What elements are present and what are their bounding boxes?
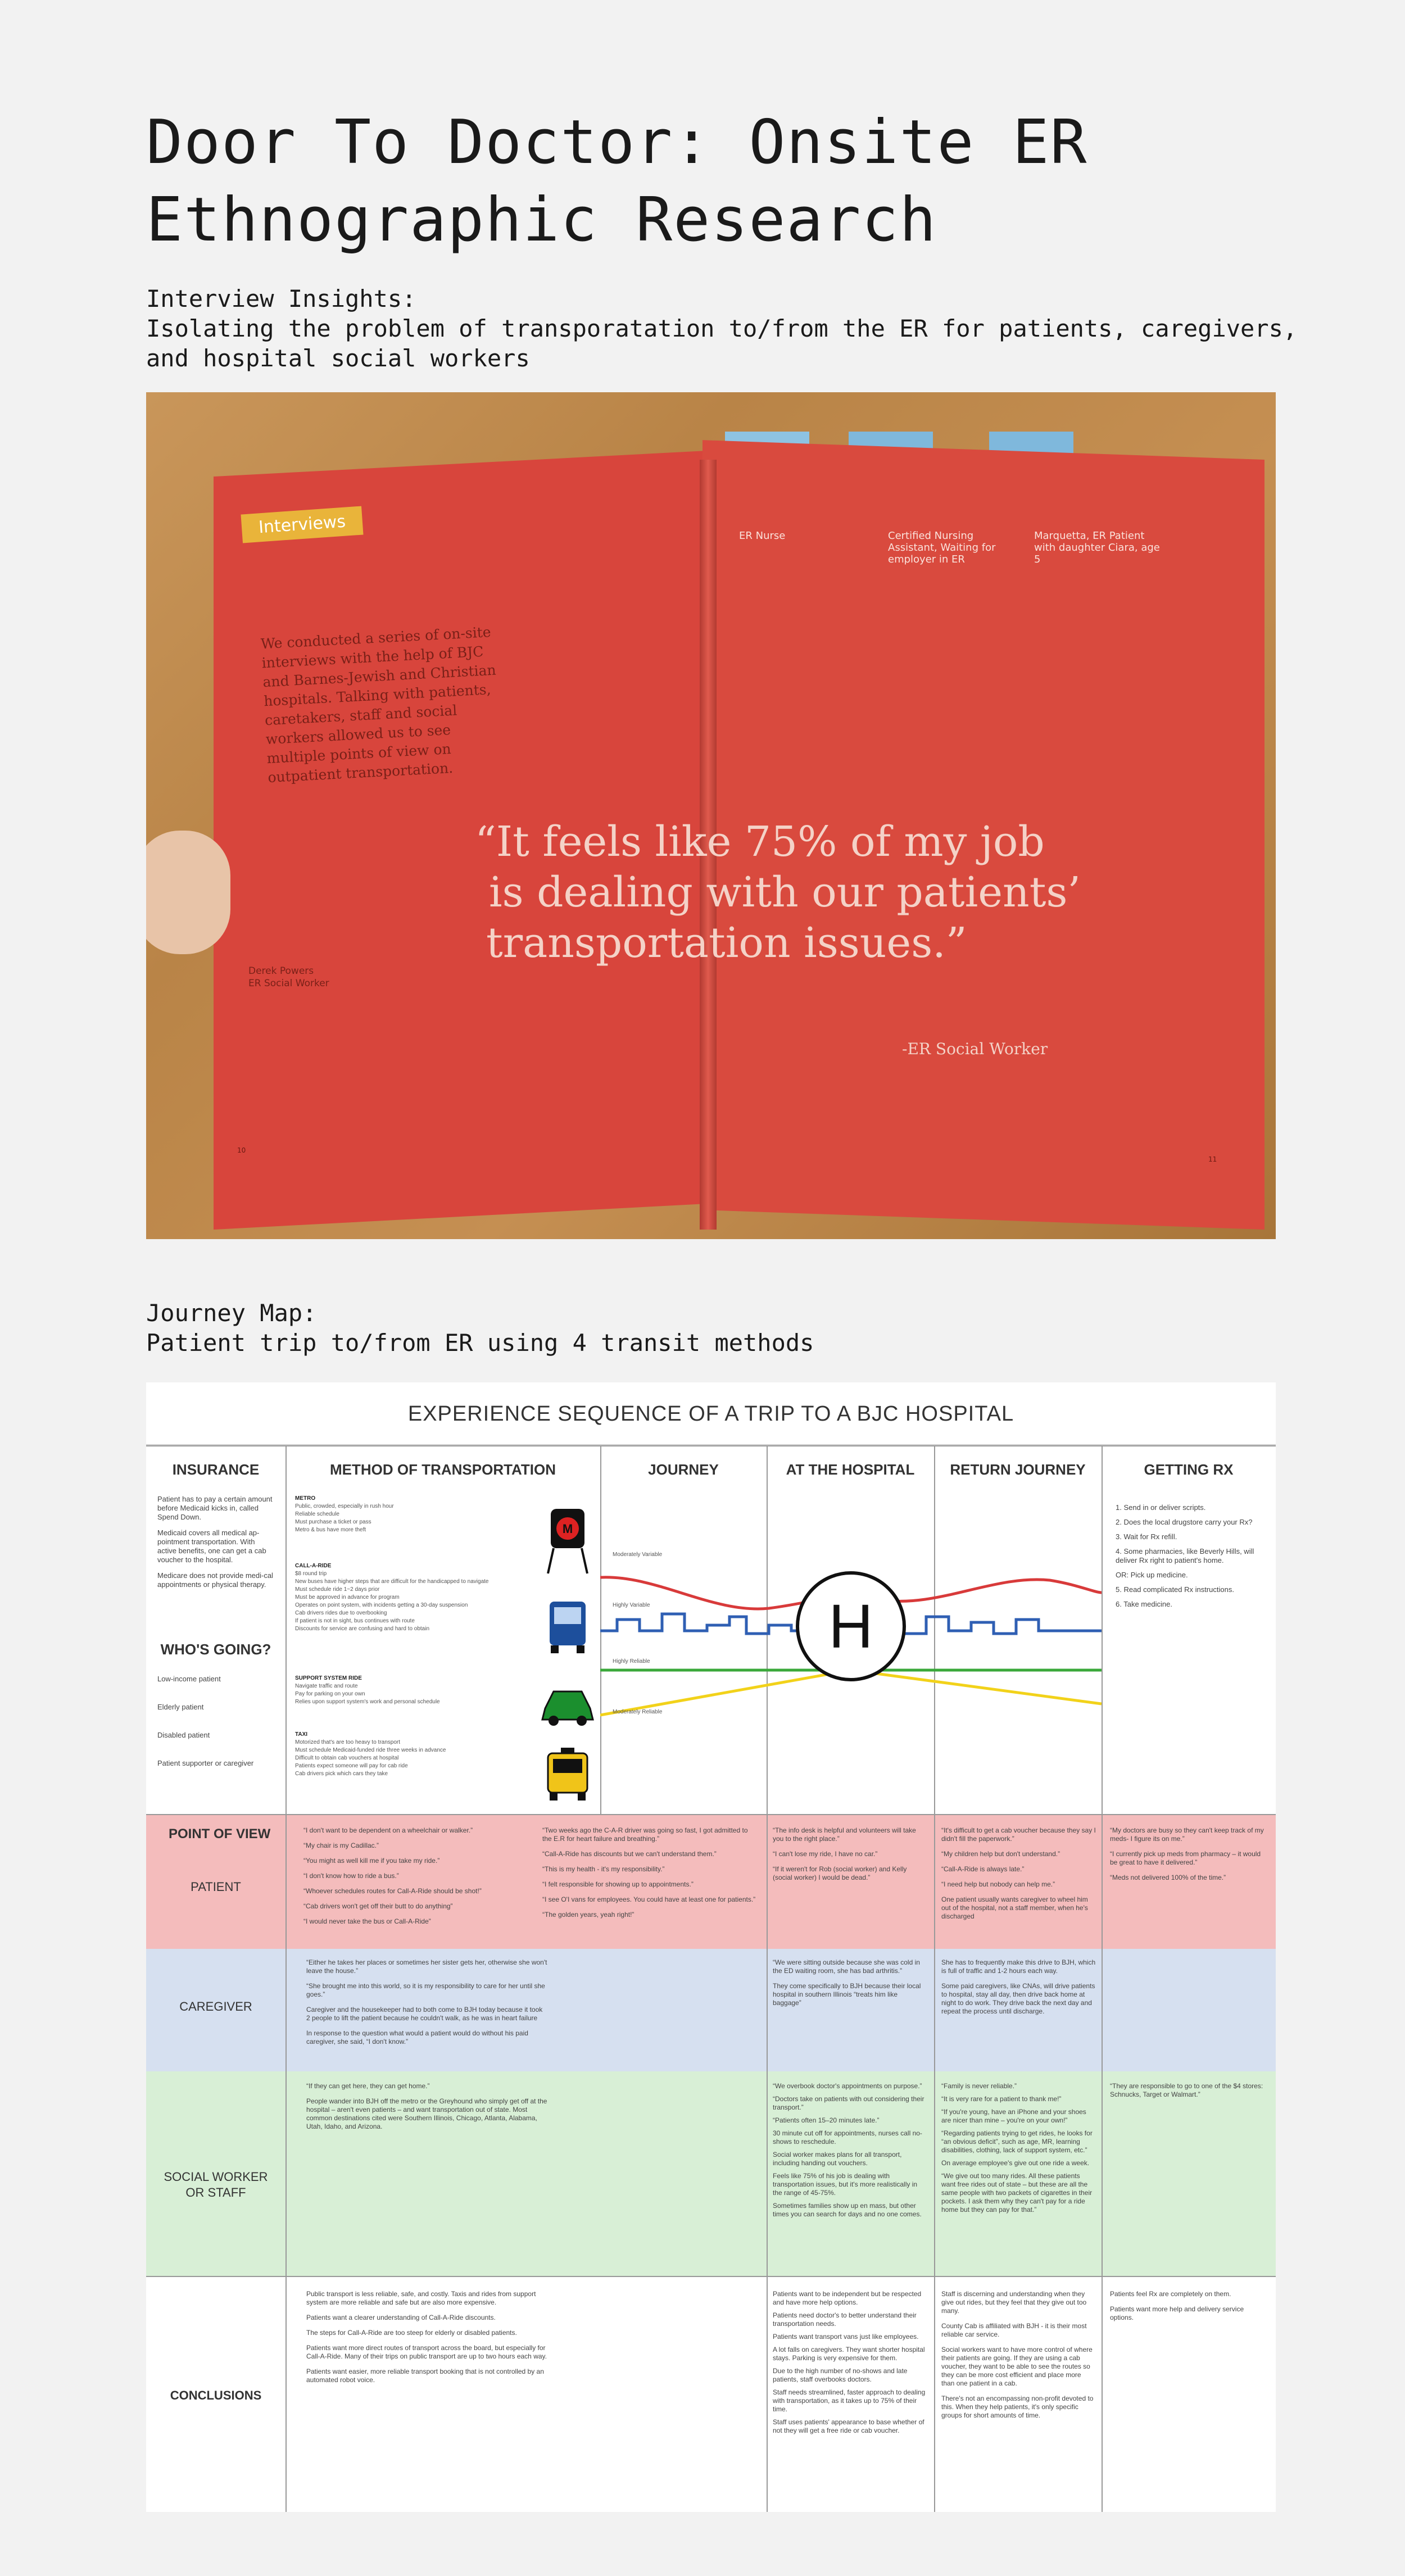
method-line: Relies upon support system's work and personal schedule: [295, 1699, 440, 1705]
conclusions-rx: [1110, 2290, 1267, 2329]
left-name: Derek Powers: [248, 965, 314, 977]
row-label-patient: PATIENT: [191, 1880, 241, 1894]
quote-line-2: is dealing with our patients’: [489, 868, 1081, 917]
method-line: Operates on point system, with incidents getting a 30-day suspension: [295, 1602, 468, 1608]
quote: “My doctors are busy so they can't keep track of my meds- I figure its on me.”: [1110, 1826, 1264, 1843]
bus-icon: [550, 1602, 586, 1653]
conclusion: Staff is discerning and understanding when they give out rides, but they feel that they give out too many.: [941, 2290, 1087, 2315]
rule: [146, 2276, 1276, 2277]
caregiver-return-quotes: [941, 1958, 1096, 2022]
method-line: Must schedule ride 1~2 days prior: [295, 1586, 380, 1593]
quote-line-1: “It feels like 75% of my job: [475, 818, 1045, 866]
quote: “We were sitting outside because she was cold in the ED waiting room, she has bad arthritis.”: [773, 1958, 920, 1975]
method-line: Difficult to obtain cab vouchers at hospital: [295, 1755, 399, 1761]
conclusions-return: [941, 2290, 1096, 2427]
method-support-ride: [295, 1675, 542, 1706]
quote: “Doctors take on patients with out considering their transport.”: [773, 2095, 924, 2111]
social-rx-quotes: [1110, 2082, 1267, 2106]
social-hospital-quotes: [773, 2082, 927, 2225]
method-line: $8 round trip: [295, 1571, 327, 1577]
conclusion: Patients want more help and delivery service options.: [1110, 2305, 1244, 2321]
journey-label: Moderately Reliable: [613, 1709, 663, 1715]
patient-method-quotes: [303, 1826, 523, 1933]
transit-icons: [540, 1506, 596, 1809]
row-label-caregiver: CAREGIVER: [179, 1999, 252, 2013]
quote: She has to frequently make this drive to BJH, which is full of traffic and 1-2 hours each way.: [941, 1958, 1096, 1975]
insurance-note: Medicare does not provide medi-cal appointments or physical therapy.: [157, 1571, 273, 1589]
quote: One patient usually wants caregiver to wheel him out of the hospital, not a staff member, when he's discharged: [941, 1895, 1088, 1920]
conclusion: Due to the high number of no-shows and late patients, staff overbooks doctors.: [773, 2367, 908, 2383]
quote: Some paid caregivers, like CNAs, will drive patients to hospital, stay all day, then drive back home at night to do work. They drive back the next day and repeat the process until discharge.: [941, 1982, 1095, 2015]
subtitle-line-1: Interview Insights:: [146, 285, 416, 312]
method-taxi: [295, 1731, 542, 1778]
quote: “Meds not delivered 100% of the time.”: [1110, 1874, 1226, 1881]
hand: [146, 831, 230, 954]
journey-label: Moderately Variable: [613, 1552, 663, 1558]
whos-going-heading: WHO'S GOING?: [160, 1641, 271, 1658]
quote: “I felt responsible for showing up to appointments.”: [542, 1880, 694, 1888]
conclusion: Staff needs streamlined, faster approach to dealing with transportation, as it takes up to 75% of their time.: [773, 2388, 926, 2413]
patient-hospital-quotes: [773, 1826, 927, 1889]
whos-going-list: [157, 1675, 275, 1775]
col-head-cna: Certified Nursing Assistant, Waiting for employer in ER: [888, 530, 996, 565]
method-name: TAXI: [295, 1731, 308, 1738]
method-line: New buses have higher steps that are difficult for the handicapped to navigate: [295, 1579, 489, 1585]
divider: [285, 1445, 287, 2512]
social-return-quotes: [941, 2082, 1096, 2221]
quote: “It's difficult to get a cab voucher because they say I didn't fill the paperwork.”: [941, 1826, 1096, 1843]
quote: “I need help but nobody can help me.”: [941, 1880, 1055, 1888]
booklet-photo: [146, 392, 1276, 1239]
svg-text:M: M: [562, 1522, 573, 1536]
conclusion: Patients feel Rx are completely on them.: [1110, 2290, 1231, 2298]
patient-rx-quotes: [1110, 1826, 1267, 1889]
quote: “Two weeks ago the C-A-R driver was going so fast, I got admitted to the E.R for heart failure and breathing.”: [542, 1826, 748, 1843]
quote: “I can't lose my ride, I have no car.”: [773, 1850, 878, 1858]
col-head-er-nurse: ER Nurse: [739, 530, 786, 542]
quote: “I don't know how to ride a bus.”: [303, 1872, 399, 1880]
left-role: ER Social Worker: [248, 978, 329, 989]
quote: “Either he takes her places or sometimes her sister gets her, otherwise she won't leave the house.”: [306, 1958, 547, 1975]
quote: Sometimes families show up en mass, but other times you can search for days and no one comes.: [773, 2202, 922, 2218]
row-label-line: SOCIAL WORKER: [164, 2170, 268, 2184]
quote: “Patients often 15–20 minutes late.”: [773, 2116, 880, 2124]
car-icon: [542, 1691, 593, 1726]
col-journey: JOURNEY: [648, 1461, 719, 1478]
method-line: Must schedule Medicaid-funded ride three weeks in advance: [295, 1747, 446, 1753]
quote: “You might as well kill me if you take my ride.”: [303, 1857, 440, 1865]
rx-step: 4. Some pharmacies, like Beverly Hills, will deliver Rx right to patient's home.: [1116, 1547, 1254, 1564]
quote: “We overbook doctor's appointments on purpose.”: [773, 2082, 922, 2090]
who-item: Elderly patient: [157, 1703, 204, 1711]
journey-map: [146, 1382, 1276, 2512]
method-line: Navigate traffic and route: [295, 1683, 358, 1689]
patient-method-quotes-2: [542, 1826, 759, 1926]
rx-step: 6. Take medicine.: [1116, 1600, 1172, 1608]
subtitle: [146, 284, 1298, 373]
conclusion: Public transport is less reliable, safe, and costly. Taxis and rides from support system are more reliable and safe but are also more expensive.: [306, 2290, 536, 2306]
conclusion: Patients want easier, more reliable transport booking that is not controlled by an automated robot voice.: [306, 2368, 544, 2384]
method-line: Discounts for service are confusing and hard to obtain: [295, 1626, 430, 1632]
who-item: Disabled patient: [157, 1731, 210, 1739]
taxi-icon: [548, 1748, 587, 1801]
row-label-social-worker: [146, 2169, 285, 2201]
page-number-right: 11: [1208, 1155, 1217, 1163]
patient-return-quotes: [941, 1826, 1096, 1928]
insurance-note: Medicaid covers all medical ap-pointment transportation. With active benefits, one can get a cab voucher to the hospital.: [157, 1529, 266, 1564]
rx-step: 1. Send in or deliver scripts.: [1116, 1503, 1206, 1512]
quote: “The info desk is helpful and volunteers will take you to the right place.”: [773, 1826, 916, 1843]
quote: Social worker makes plans for all transport, including handing out vouchers.: [773, 2151, 902, 2167]
method-line: Cab drivers pick which cars they take: [295, 1771, 388, 1777]
intro-text: We conducted a series of on-site interviews with the help of BJC and Barnes-Jewish and Christian hospitals. Talking with patients, caretakers, staff and social workers allowed us to see multiple points of view on outpatient transportation.: [260, 623, 497, 786]
method-line: Motorized that's are too heavy to transport: [295, 1739, 401, 1745]
quote: “If they can get here, they can get home.”: [306, 2082, 430, 2090]
conclusion: Patients want a clearer understanding of Call-A-Ride discounts.: [306, 2314, 496, 2321]
method-line: If patient is not in sight, bus continues with route: [295, 1618, 415, 1624]
conclusion: Patients want to be independent but be respected and have more help options.: [773, 2290, 922, 2306]
method-name: CALL-A-RIDE: [295, 1563, 332, 1569]
quote: In response to the question what would a patient would do without his paid caregiver, she said, “I don't know.”: [306, 2029, 528, 2046]
journey-line-2: Patient trip to/from ER using 4 transit methods: [146, 1329, 814, 1357]
rx-steps: [1116, 1503, 1262, 1616]
conclusions-method: [306, 2290, 548, 2391]
quote-attribution: -ER Social Worker: [902, 1040, 1048, 1058]
social-method-quotes: [306, 2082, 548, 2138]
method-call-a-ride: [295, 1562, 542, 1633]
conclusion: County Cab is affiliated with BJH - it is their most reliable car service.: [941, 2322, 1087, 2338]
journey-line-1: Journey Map:: [146, 1299, 317, 1327]
quote: They come specifically to BJH because their local hospital in southern Illinois “treats him like baggage”: [773, 1982, 921, 2007]
subtitle-line-3: and hospital social workers: [146, 344, 530, 372]
rule: [146, 1445, 1276, 1446]
quote: “They are responsible to go to one of the $4 stores: Schnucks, Target or Walmart.”: [1110, 2082, 1263, 2098]
quote: 30 minute cut off for appointments, nurses call no-shows to reschedule.: [773, 2129, 922, 2146]
conclusion: Patients want more direct routes of transport across the board, but especially for Call-A-Ride. Many of their trips on public transport are up to two hours each way.: [306, 2344, 547, 2360]
conclusion: Patients need doctor's to better understand their transportation needs.: [773, 2311, 917, 2328]
title-line-1: Door To Doctor: Onsite ER: [146, 107, 1088, 178]
method-line: Patients expect someone will pay for cab ride: [295, 1763, 408, 1769]
quote: “I don't want to be dependent on a wheelchair or walker.”: [303, 1826, 473, 1834]
conclusion: There's not an encompassing non-profit devoted to this. When they help patients, it's only specific groups for short amounts of time.: [941, 2394, 1094, 2419]
insurance-note: Patient has to pay a certain amount before Medicaid kicks in, called Spend Down.: [157, 1495, 273, 1521]
quote: “Call-A-Ride is always late.”: [941, 1865, 1025, 1873]
quote: “This is my health - it's my responsibility.”: [542, 1865, 665, 1873]
quote: Caregiver and the housekeeper had to both come to BJH today because it took 2 people to lift the patient because he couldn't walk, as he was in heart failure: [306, 2006, 543, 2022]
rx-step: OR: Pick up medicine.: [1116, 1571, 1188, 1579]
conclusion: Staff uses patients' appearance to base whether of not they will get a free ride or cab voucher.: [773, 2418, 924, 2434]
insurance-notes: [157, 1495, 275, 1596]
quote: “The golden years, yeah right!”: [542, 1911, 634, 1919]
rx-step: 2. Does the local drugstore carry your Rx?: [1116, 1518, 1253, 1526]
quote: “Regarding patients trying to get rides, he looks for “an obvious deficit”, such as age, MR, learning disabilities, clothing, lack of support system, etc.”: [941, 2129, 1093, 2154]
caregiver-hospital-quotes: [773, 1958, 927, 2014]
quote: “I currently pick up meds from pharmacy – it would be great to have it delivered.”: [1110, 1850, 1261, 1866]
quote: On average employee's give out one ride a week.: [941, 2159, 1090, 2167]
metro-icon: [548, 1509, 587, 1573]
method-name: SUPPORT SYSTEM RIDE: [295, 1675, 362, 1681]
method-line: Reliable schedule: [295, 1511, 339, 1517]
quote: “Cab drivers won't get off their butt to do anything”: [303, 1902, 453, 1910]
conclusion: Patients want transport vans just like employees.: [773, 2333, 919, 2341]
who-item: Patient supporter or caregiver: [157, 1759, 254, 1767]
col-method: METHOD OF TRANSPORTATION: [329, 1461, 556, 1478]
conclusions-hospital: [773, 2290, 927, 2442]
pov-heading: POINT OF VIEW: [169, 1826, 271, 1842]
conclusion: Social workers want to have more control of where their patients are going. If they are using a cab voucher, they want to be able to see the routes so they can be more cost efficient and place more than one patient in a cab.: [941, 2346, 1093, 2387]
map-header: EXPERIENCE SEQUENCE OF A TRIP TO A BJC HOSPITAL: [146, 1382, 1276, 1445]
conclusion: A lot falls on caregivers. They want shorter hospital stays. Parking is very expensive for them.: [773, 2346, 925, 2362]
quote: People wander into BJH off the metro or the Greyhound who simply get off at the hospital – aren't even patients – and want transportation out of state. Most common destinations cited were Southern Illinois, Chicago, Atlanta, Alabama, Utah, Idaho, and Arizona.: [306, 2097, 547, 2130]
method-metro: [295, 1495, 542, 1534]
quote-line-3: transportation issues.”: [486, 919, 967, 967]
col-head-marquetta: Marquetta, ER Patient with daughter Ciara, age 5: [1034, 530, 1160, 565]
quote: “I see O'I vans for employees. You could have at least one for patients.”: [542, 1895, 756, 1903]
quote: “Family is never reliable.”: [941, 2082, 1017, 2090]
rule: [146, 1814, 1276, 1815]
quote: “If it weren't for Rob (social worker) and Kelly (social worker) I would be dead.”: [773, 1865, 907, 1881]
quote: “My children help but don't understand.”: [941, 1850, 1060, 1858]
who-item: Low-income patient: [157, 1675, 221, 1683]
quote: Feels like 75% of his job is dealing with transportation issues, but it's more realistically in the range of 45-75%.: [773, 2172, 918, 2197]
journey-map-title: [146, 1298, 814, 1358]
method-line: Must purchase a ticket or pass: [295, 1519, 371, 1525]
quote: “She brought me into this world, so it is my responsibility to care for her until she goes.”: [306, 1982, 545, 1998]
quote: “My chair is my Cadillac.”: [303, 1842, 379, 1849]
method-line: Metro & bus have more theft: [295, 1527, 366, 1533]
hospital-letter: H: [828, 1592, 873, 1661]
quote: “It is very rare for a patient to thank me!”: [941, 2095, 1062, 2103]
row-label-line: OR STAFF: [185, 2185, 246, 2199]
method-line: Cab drivers rides due to overbooking: [295, 1610, 387, 1616]
method-line: Public, crowded, especially in rush hour: [295, 1503, 394, 1509]
journey-label: Highly Reliable: [613, 1658, 650, 1665]
caregiver-method-quotes: [306, 1958, 548, 2053]
journey-label: Highly Variable: [613, 1602, 650, 1608]
page-number-left: 10: [237, 1146, 246, 1154]
col-at-hospital: AT THE HOSPITAL: [786, 1461, 915, 1478]
rx-step: 3. Wait for Rx refill.: [1116, 1532, 1177, 1541]
quote: “Whoever schedules routes for Call-A-Ride should be shot!”: [303, 1887, 482, 1895]
method-line: Pay for parking on your own: [295, 1691, 365, 1697]
method-line: Must be approved in advance for program: [295, 1594, 400, 1600]
rx-step: 5. Read complicated Rx instructions.: [1116, 1585, 1234, 1594]
page-title: [146, 104, 1270, 259]
quote: “Call-A-Ride has discounts but we can't understand them.”: [542, 1850, 717, 1858]
interviews-tag: Interviews: [241, 506, 363, 543]
col-insurance: INSURANCE: [172, 1461, 260, 1478]
quote: “If you're young, have an iPhone and your shoes are nicer than mine – you're on your own!”: [941, 2108, 1086, 2124]
quote: “I would never take the bus or Call-A-Ride”: [303, 1917, 431, 1925]
col-return: RETURN JOURNEY: [950, 1461, 1086, 1478]
col-getting-rx: GETTING RX: [1144, 1461, 1234, 1478]
row-label-conclusions: CONCLUSIONS: [170, 2388, 262, 2402]
subtitle-line-2: Isolating the problem of transporatation to/from the ER for patients, caregivers,: [146, 315, 1298, 342]
conclusion: The steps for Call-A-Ride are too steep for elderly or disabled patients.: [306, 2329, 517, 2337]
quote: “We give out too many rides. All these patients want free rides out of state – but these are all the same people with two packets of cigarettes in their pockets. I ask them why they can't pay for a ride home but they can pay for that.”: [941, 2172, 1093, 2214]
method-name: METRO: [295, 1495, 316, 1502]
title-line-2: Ethnographic Research: [146, 185, 937, 255]
